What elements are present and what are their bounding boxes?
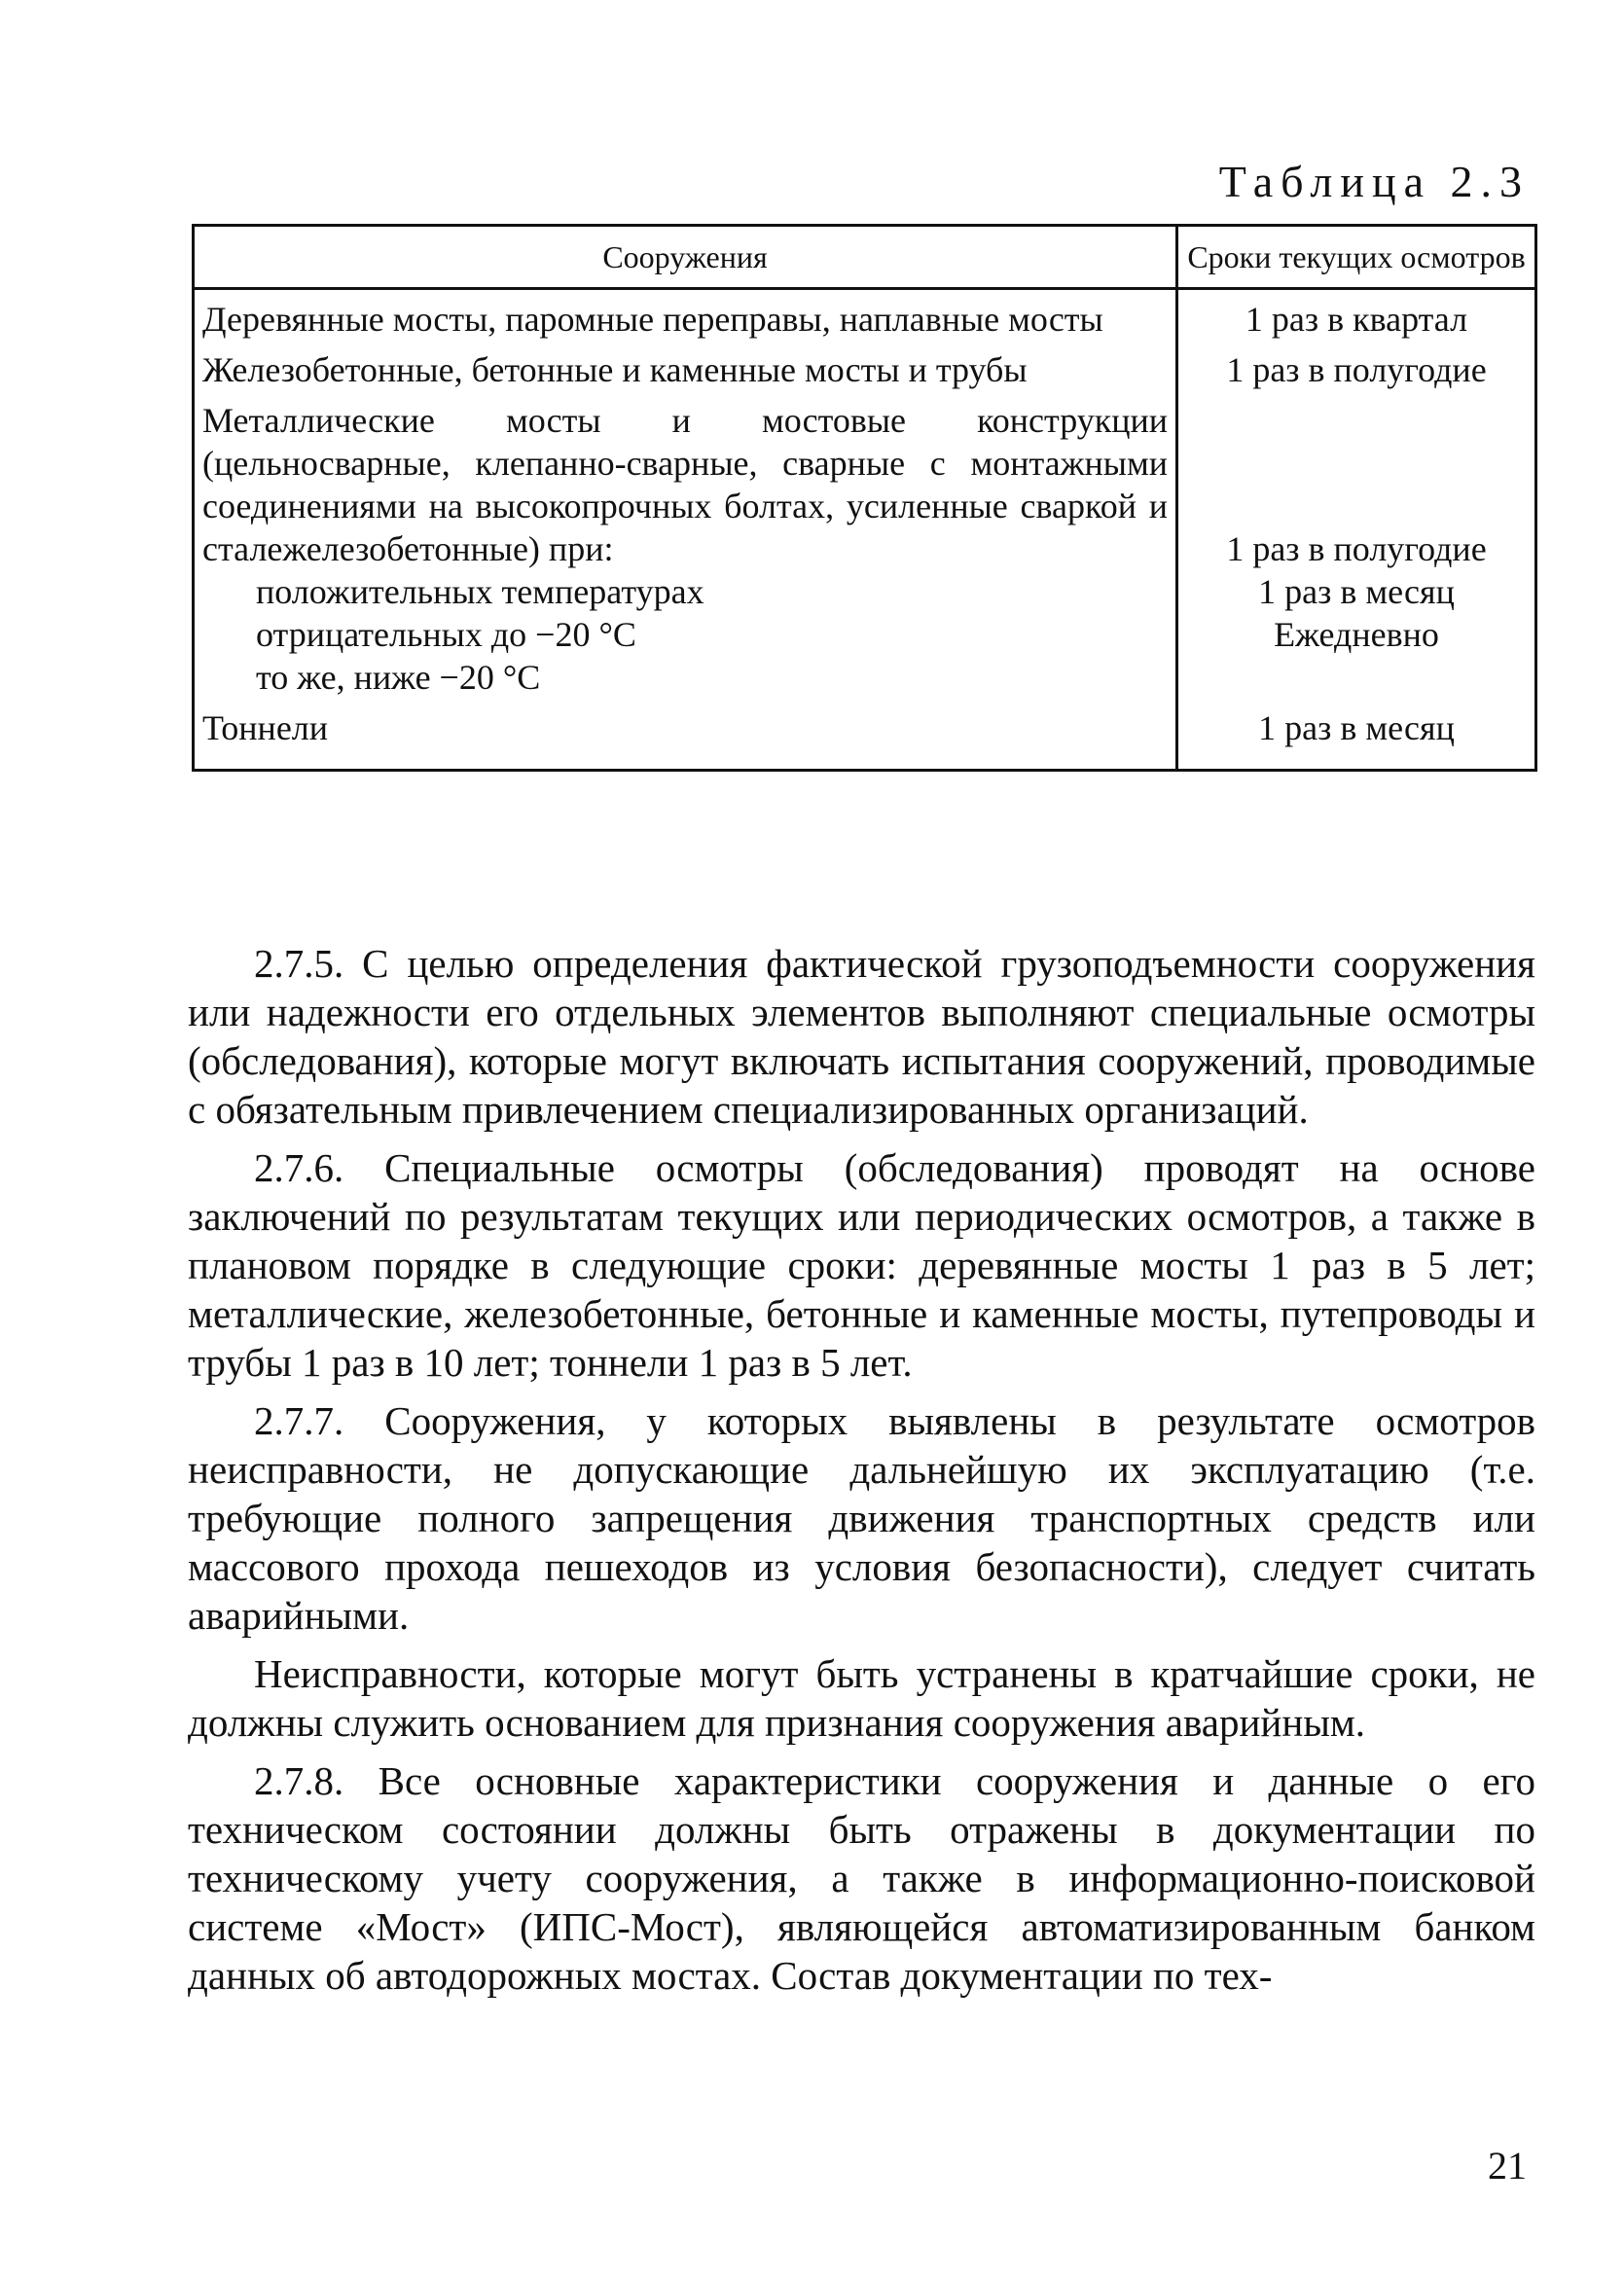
paragraph: 2.7.7. Сооружения, у которых выявлены в результате осмотров неисправности, не допускающие дальнейшую их эксплуатацию (т.е. требующие полного запрещения движения транспортных средств или массового прохода пешеходов из условия безопасности), следует считать аварийными.: [188, 1398, 1535, 1638]
paragraph: 2.7.6. Специальные осмотры (обследования) проводят на основе заключений по результатам текущих или периодических осмотров, а также в плановом порядке в следующие сроки: деревянные мосты 1 раз в 5 лет; металлические, железобетонные, бетонные и каменные мосты, путепроводы и трубы 1 раз в 10 лет; тоннели 1 раз в 5 лет.: [188, 1145, 1535, 1385]
sub-period: 1 раз в месяц: [1258, 572, 1455, 611]
header-structures: Сооружения: [194, 226, 1177, 289]
row-structure: Железобетонные, бетонные и каменные мосты и трубы: [194, 348, 1177, 399]
paragraph: 2.7.5. С целью определения фактической грузоподъемности сооружения или надежности его отдельных элементов выполняют специальные осмотры (обследования), которые могут включать испытания сооружений, проводимые с обязательным привлечением специализированных организаций.: [188, 941, 1535, 1132]
table-row: [194, 399, 1536, 706]
sub-period: 1 раз в полугодие: [1226, 529, 1487, 568]
sub-condition: отрицательных до −20 °С: [256, 615, 636, 654]
table-row: [194, 348, 1536, 399]
row-structure: Деревянные мосты, паромные переправы, наплавные мосты: [194, 289, 1177, 349]
row-structure-group: [194, 399, 1177, 706]
row-structure: Металлические мосты и мостовые конструкции (цельносварные, клепанно-сварные, сварные с монтажными соединениями на высокопрочных болтах, усиленные сваркой и сталежелезобетонные) при:: [202, 401, 1169, 568]
row-period: 1 раз в полугодие: [1226, 350, 1487, 389]
sub-period: Ежедневно: [1274, 615, 1439, 654]
row-period: 1 раз в месяц: [1258, 708, 1455, 747]
table-caption: Таблица 2.3: [1218, 157, 1530, 206]
sub-condition: то же, ниже −20 °С: [256, 658, 541, 697]
row-period-group: [1177, 399, 1536, 706]
page-number: 21: [1488, 2144, 1527, 2188]
paragraph: Неисправности, которые могут быть устранены в кратчайшие сроки, не должны служить основанием для признания сооружения аварийным.: [188, 1651, 1535, 1745]
table-header-row: [194, 226, 1536, 289]
body-text: [188, 939, 1535, 2000]
inspection-schedule-table: [192, 224, 1537, 772]
row-structure: Тоннели: [194, 706, 1177, 771]
row-period: 1 раз в квартал: [1245, 300, 1468, 339]
sub-condition: положительных температурах: [256, 572, 704, 611]
period-spacer: [1186, 399, 1527, 527]
header-inspection-period: Сроки текущих осмотров: [1187, 239, 1526, 274]
paragraph: 2.7.8. Все основные характеристики сооружения и данные о его техническом состоянии должны быть отражены в документации по техническому учету сооружения, а также в информационно-поисковой системе «Мост» (ИПС-Мост), являющейся автоматизированным банком данных об автодорожных мостах. Состав документации по тех-: [188, 1758, 1535, 1998]
table-row: [194, 289, 1536, 349]
table-row: [194, 706, 1536, 771]
